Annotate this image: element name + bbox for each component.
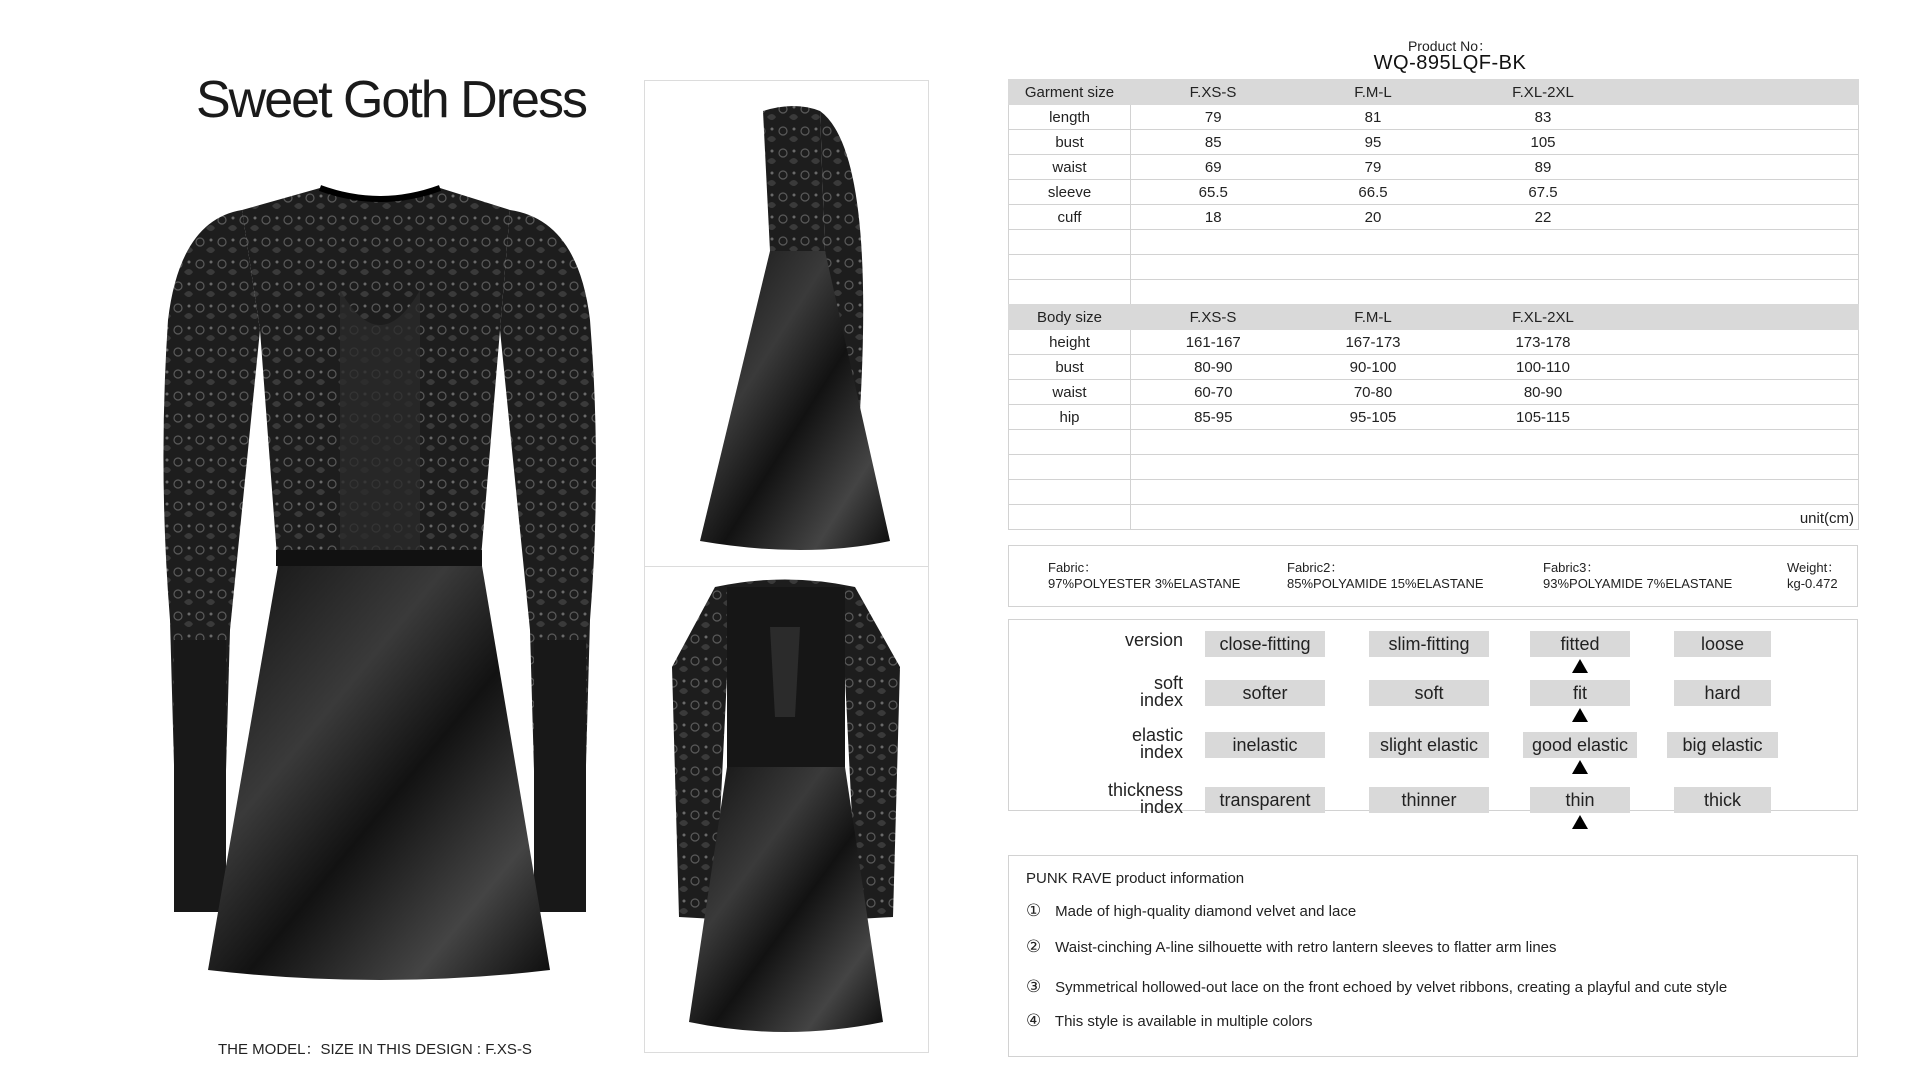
dress-back-photo: [644, 566, 929, 1053]
table-header-cell: [1636, 305, 1859, 330]
soft-option: soft: [1369, 680, 1489, 706]
table-cell: 79: [1131, 105, 1296, 130]
soft-option: softer: [1205, 680, 1325, 706]
table-cell: 105-115: [1451, 405, 1636, 430]
thickness-option: thinner: [1369, 787, 1489, 813]
elastic-option: big elastic: [1667, 732, 1778, 758]
info-item-number: ④: [1026, 1011, 1042, 1030]
table-cell: 69: [1131, 155, 1296, 180]
table-header-row: [1009, 80, 1859, 105]
table-header-cell: Garment size: [1009, 80, 1131, 105]
table-cell: [1636, 405, 1859, 430]
dress-side-photo: [644, 80, 929, 567]
table-cell: 89: [1451, 155, 1636, 180]
table-cell: cuff: [1009, 205, 1131, 230]
table-row-empty: [1009, 280, 1859, 305]
info-item-number: ①: [1026, 901, 1042, 920]
info-item: [1026, 937, 1557, 957]
elastic-option: inelastic: [1205, 732, 1325, 758]
table-cell: 85: [1131, 130, 1296, 155]
table-cell: 18: [1131, 205, 1296, 230]
table-row: [1009, 380, 1859, 405]
weight: [1787, 560, 1840, 592]
table-cell: [1636, 105, 1859, 130]
version-marker-icon: [1572, 659, 1588, 673]
table-cell: 80-90: [1131, 355, 1296, 380]
soft-option: fit: [1530, 680, 1630, 706]
table-cell: 60-70: [1131, 380, 1296, 405]
product-no: WQ-895LQF-BK: [1373, 52, 1527, 74]
table-cell: bust: [1009, 130, 1131, 155]
table-cell: 67.5: [1451, 180, 1636, 205]
table-row-empty: [1009, 480, 1859, 505]
table-cell: [1636, 330, 1859, 355]
table-row: [1009, 130, 1859, 155]
table-header-cell: F.XS-S: [1131, 80, 1296, 105]
table-cell: 81: [1296, 105, 1451, 130]
table-header-cell: F.XL-2XL: [1451, 305, 1636, 330]
fabric-2: [1287, 560, 1484, 592]
info-item: [1026, 1011, 1313, 1031]
version-option: close-fitting: [1205, 631, 1325, 657]
table-cell: 65.5: [1131, 180, 1296, 205]
table-cell: 80-90: [1451, 380, 1636, 405]
table-header-cell: F.M-L: [1296, 305, 1451, 330]
fabric-1-value: 97%POLYESTER 3%ELASTANE: [1048, 576, 1241, 591]
table-cell: 105: [1451, 130, 1636, 155]
table-row-unit: [1009, 505, 1859, 530]
info-item-text: Symmetrical hollowed-out lace on the front echoed by velvet ribbons, creating a playful and cute style: [1055, 979, 1728, 996]
table-cell: [1636, 355, 1859, 380]
model-size-note: THE MODEL：SIZE IN THIS DESIGN : F.XS-S: [218, 1041, 532, 1058]
table-row-empty: [1009, 230, 1859, 255]
version-option: fitted: [1530, 631, 1630, 657]
fabric-panel: [1008, 545, 1858, 607]
table-header-cell: F.XL-2XL: [1451, 80, 1636, 105]
thickness-option: transparent: [1205, 787, 1325, 813]
table-row: [1009, 205, 1859, 230]
table-cell: 95-105: [1296, 405, 1451, 430]
garment-size-table: [1008, 79, 1859, 305]
product-info-title: PUNK RAVE product information: [1026, 870, 1245, 887]
table-cell: [1636, 380, 1859, 405]
product-no-label: Product No：: [1407, 38, 1493, 54]
info-item: [1026, 977, 1727, 997]
fabric-1-label: Fabric：: [1048, 560, 1098, 575]
table-cell: 161-167: [1131, 330, 1296, 355]
table-row-empty: [1009, 455, 1859, 480]
version-label: version: [1124, 630, 1183, 650]
fabric-2-value: 85%POLYAMIDE 15%ELASTANE: [1287, 576, 1484, 591]
dress-front-illustration: [150, 170, 610, 1020]
weight-label: Weight：: [1787, 560, 1841, 575]
table-cell: waist: [1009, 155, 1131, 180]
thickness-marker-icon: [1572, 815, 1588, 829]
info-item-text: Made of high-quality diamond velvet and lace: [1055, 903, 1357, 920]
elastic-option: good elastic: [1523, 732, 1637, 758]
elastic-index-label-line2: index: [1139, 742, 1183, 762]
soft-index-label: [1023, 675, 1183, 709]
table-cell: 22: [1451, 205, 1636, 230]
table-row: [1009, 105, 1859, 130]
unit-note: unit(cm): [1799, 510, 1854, 527]
table-cell: 70-80: [1296, 380, 1451, 405]
table-header-cell: F.M-L: [1296, 80, 1451, 105]
info-item-text: Waist-cinching A-line silhouette with retro lantern sleeves to flatter arm lines: [1055, 939, 1557, 956]
fabric-1: [1048, 560, 1240, 592]
thickness-index-label-line2: index: [1139, 797, 1183, 817]
table-cell: waist: [1009, 380, 1131, 405]
table-cell: [1636, 155, 1859, 180]
soft-index-label-line2: index: [1139, 690, 1183, 710]
fabric-3: [1543, 560, 1732, 592]
table-cell: 167-173: [1296, 330, 1451, 355]
fabric-2-label: Fabric2：: [1287, 560, 1344, 575]
table-cell: hip: [1009, 405, 1131, 430]
fabric-3-value: 93%POLYAMIDE 7%ELASTANE: [1543, 576, 1733, 591]
elastic-index-label-line1: elastic: [1131, 725, 1183, 745]
table-cell: sleeve: [1009, 180, 1131, 205]
version-option: slim-fitting: [1369, 631, 1489, 657]
soft-option: hard: [1674, 680, 1771, 706]
product-title: Sweet Goth Dress: [196, 71, 586, 129]
fabric-3-label: Fabric3：: [1543, 560, 1600, 575]
table-cell: 173-178: [1451, 330, 1636, 355]
table-cell: length: [1009, 105, 1131, 130]
info-item-text: This style is available in multiple colors: [1054, 1013, 1313, 1030]
dress-back-illustration: [645, 567, 928, 1052]
elastic-option: slight elastic: [1369, 732, 1489, 758]
weight-value: kg-0.472: [1787, 576, 1838, 591]
elastic-marker-icon: [1572, 760, 1588, 774]
table-cell: 66.5: [1296, 180, 1451, 205]
table-cell: 20: [1296, 205, 1451, 230]
elastic-index-label: [1023, 727, 1183, 761]
table-cell: bust: [1009, 355, 1131, 380]
table-cell: 95: [1296, 130, 1451, 155]
table-row: [1009, 355, 1859, 380]
table-cell: 100-110: [1451, 355, 1636, 380]
thickness-index-label-line1: thickness: [1107, 780, 1183, 800]
table-cell: 79: [1296, 155, 1451, 180]
soft-index-label-line1: soft: [1153, 673, 1183, 693]
table-cell: [1636, 205, 1859, 230]
table-cell: [1636, 130, 1859, 155]
soft-marker-icon: [1572, 708, 1588, 722]
info-item-number: ②: [1026, 937, 1042, 956]
table-row-empty: [1009, 255, 1859, 280]
body-size-table: [1008, 304, 1859, 530]
thickness-option: thin: [1530, 787, 1630, 813]
table-row: [1009, 180, 1859, 205]
table-cell: 90-100: [1296, 355, 1451, 380]
table-cell: [1636, 180, 1859, 205]
table-cell: height: [1009, 330, 1131, 355]
table-cell: 85-95: [1131, 405, 1296, 430]
info-item-number: ③: [1026, 977, 1042, 996]
table-row: [1009, 405, 1859, 430]
thickness-index-label: [1023, 782, 1183, 816]
table-row: [1009, 155, 1859, 180]
product-info-panel: [1008, 855, 1858, 1057]
table-row: [1009, 330, 1859, 355]
fabric-index-panel: [1008, 619, 1858, 817]
version-option: loose: [1674, 631, 1771, 657]
table-row-empty: [1009, 430, 1859, 455]
table-header-cell: F.XS-S: [1131, 305, 1296, 330]
thickness-option: thick: [1674, 787, 1771, 813]
table-header-row: [1009, 305, 1859, 330]
table-cell: 83: [1451, 105, 1636, 130]
dress-front-photo: [150, 170, 610, 1020]
info-item: [1026, 901, 1356, 921]
table-header-cell: Body size: [1009, 305, 1131, 330]
table-header-cell: [1636, 80, 1859, 105]
dress-side-illustration: [645, 81, 928, 566]
